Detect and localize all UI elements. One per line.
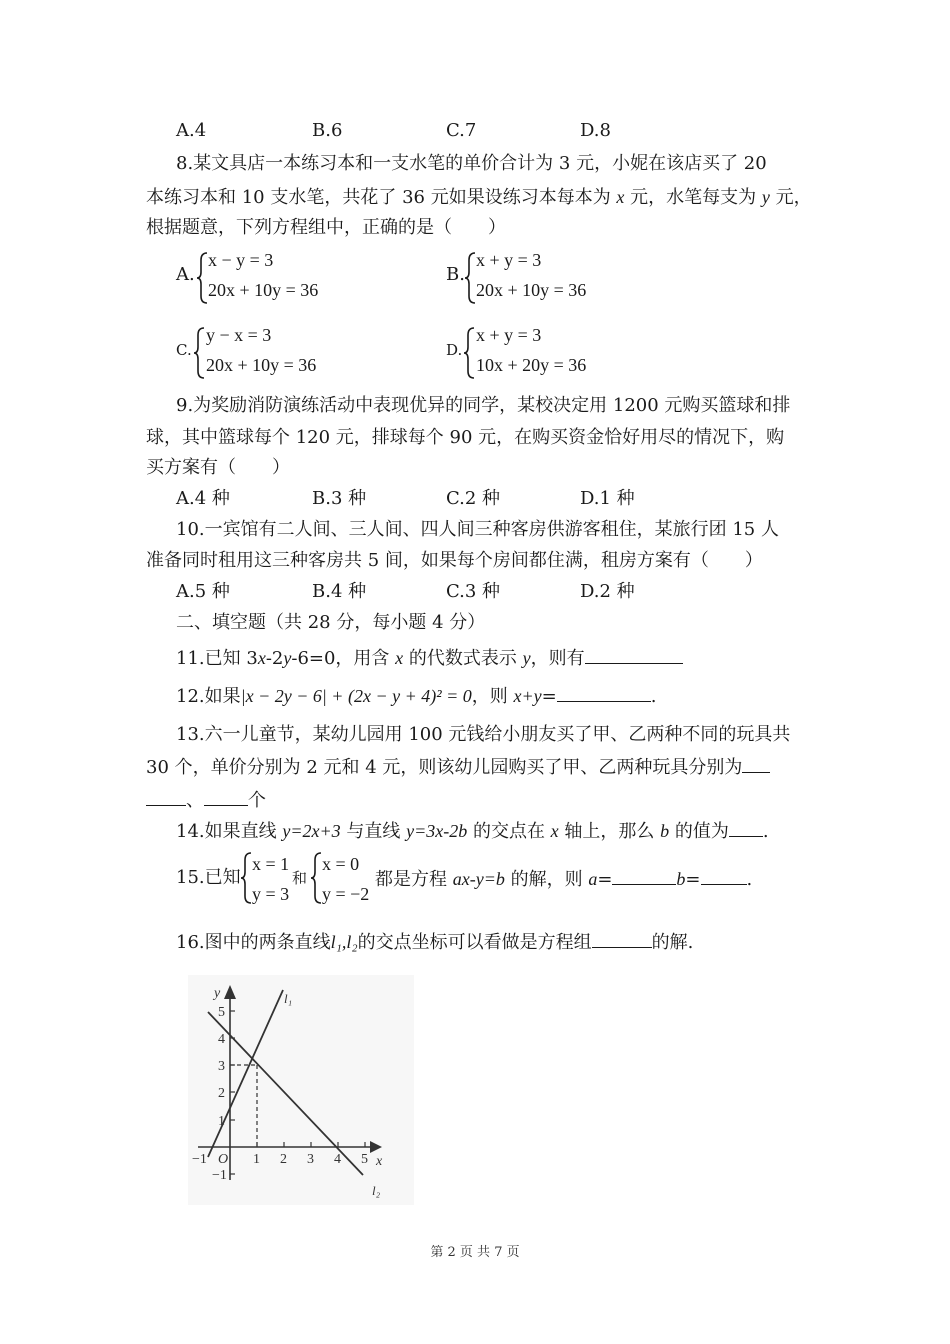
q13-line1: 13.六一儿童节，某幼儿园用 100 元钱给小朋友买了甲、乙两种不同的玩具共	[176, 724, 791, 745]
y-tick-label: 4	[218, 1032, 225, 1047]
x-tick-label: 1	[253, 1152, 260, 1167]
answer-blank[interactable]	[612, 866, 676, 885]
q15-sys1-eq1: x = 1	[252, 854, 290, 874]
q8-line3: 根据题意，下列方程组中，正确的是（ ）	[146, 217, 506, 238]
q7-option-a: A.4	[176, 120, 207, 141]
l1-label: l₁	[284, 991, 293, 1006]
q10-option-b: B.4 种	[312, 581, 367, 602]
x-tick-label: −1	[192, 1152, 207, 1167]
x-tick-label: 3	[307, 1152, 314, 1167]
y-tick-label: 1	[218, 1114, 225, 1129]
q15-sys2-eq2: y = −2	[322, 884, 370, 904]
q12: 12.如果|x − 2y − 6| + (2x − y + 4)² = 0，则 x+y= .	[176, 683, 656, 709]
x-tick-label: 2	[280, 1152, 287, 1167]
q9-option-b: B.3 种	[312, 488, 367, 509]
q11: 11.已知 3x-2y-6=0，用含 x 的代数式表示 y，则有	[176, 645, 683, 671]
brace-icon	[310, 852, 322, 904]
q15-sys1-eq2: y = 3	[252, 884, 290, 904]
page-footer: 第 2 页 共 7 页	[430, 1245, 520, 1260]
q10-option-a: A.5 种	[176, 581, 230, 602]
q9-option-a: A.4 种	[176, 488, 230, 509]
q7-option-d: D.8	[580, 120, 611, 141]
y-axis-label: y	[214, 986, 221, 1001]
q8-line2: 本练习本和 10 支水笔，共花了 36 元如果设练习本每本为 x 元，水笔每支为 y 元，	[146, 187, 812, 208]
x-tick-label: 5	[361, 1152, 368, 1167]
y-tick-label: −1	[212, 1168, 227, 1183]
answer-blank[interactable]	[557, 683, 651, 702]
brace-icon	[463, 327, 475, 379]
l2-label: l₂	[372, 1183, 381, 1198]
line-graph	[188, 975, 414, 1205]
q10-option-c: C.3 种	[446, 581, 501, 602]
q7-option-b: B.6	[312, 120, 343, 141]
q7-option-c: C.7	[446, 120, 477, 141]
answer-blank[interactable]	[729, 818, 763, 837]
q13-line2: 30 个，单价分别为 2 元和 4 元，则该幼儿园购买了甲、乙两种玩具分别为	[146, 754, 770, 780]
answer-blank[interactable]	[146, 787, 186, 806]
x-tick-label: 4	[334, 1152, 341, 1167]
x-axis-label: x	[376, 1154, 383, 1169]
q9-line2: 球，其中篮球每个 120 元，排球每个 90 元，在购买资金恰好用尽的情况下，购	[146, 427, 785, 448]
q15-text: 都是方程 ax-y=b 的解，则 a= b= .	[375, 866, 752, 892]
q10-option-d: D.2 种	[580, 581, 635, 602]
q15-label: 15.已知	[176, 867, 241, 888]
brace-icon	[464, 252, 476, 304]
origin-label: O	[218, 1152, 229, 1167]
y-tick-label: 3	[218, 1059, 225, 1074]
answer-blank[interactable]	[701, 866, 747, 885]
q9-option-d: D.1 种	[580, 488, 635, 509]
q10-line2: 准备同时租用这三种客房共 5 间，如果每个房间都住满，租房方案有（ ）	[146, 550, 763, 571]
q15-sys2-eq1: x = 0	[322, 854, 360, 874]
q15-and: 和	[292, 869, 308, 887]
q9-option-c: C.2 种	[446, 488, 501, 509]
section-heading: 二、填空题（共 28 分，每小题 4 分）	[176, 612, 486, 633]
q13-line3: 、 个	[146, 787, 266, 813]
q16: 16.图中的两条直线l₁,l₂的交点坐标可以看做是方程组 的解.	[176, 929, 693, 955]
y-tick-label: 5	[218, 1005, 225, 1020]
answer-blank[interactable]	[585, 645, 683, 664]
answer-blank[interactable]	[592, 929, 652, 948]
q8-line1: 8.某文具店一本练习本和一支水笔的单价合计为 3 元，小妮在该店买了 20	[176, 153, 767, 174]
y-tick-label: 2	[218, 1086, 225, 1101]
answer-blank[interactable]	[742, 754, 770, 773]
answer-blank[interactable]	[204, 787, 248, 806]
q9-line3: 买方案有（ ）	[146, 457, 290, 478]
q14: 14.如果直线 y=2x+3 与直线 y=3x-2b 的交点在 x 轴上，那么 b 的值为 .	[176, 818, 769, 844]
q10-line1: 10.一宾馆有二人间、三人间、四人间三种客房供游客租住，某旅行团 15 人	[176, 519, 779, 540]
q9-line1: 9.为奖励消防演练活动中表现优异的同学，某校决定用 1200 元购买篮球和排	[176, 395, 791, 416]
brace-icon	[193, 327, 205, 379]
brace-icon	[196, 252, 208, 304]
brace-icon	[240, 852, 252, 904]
